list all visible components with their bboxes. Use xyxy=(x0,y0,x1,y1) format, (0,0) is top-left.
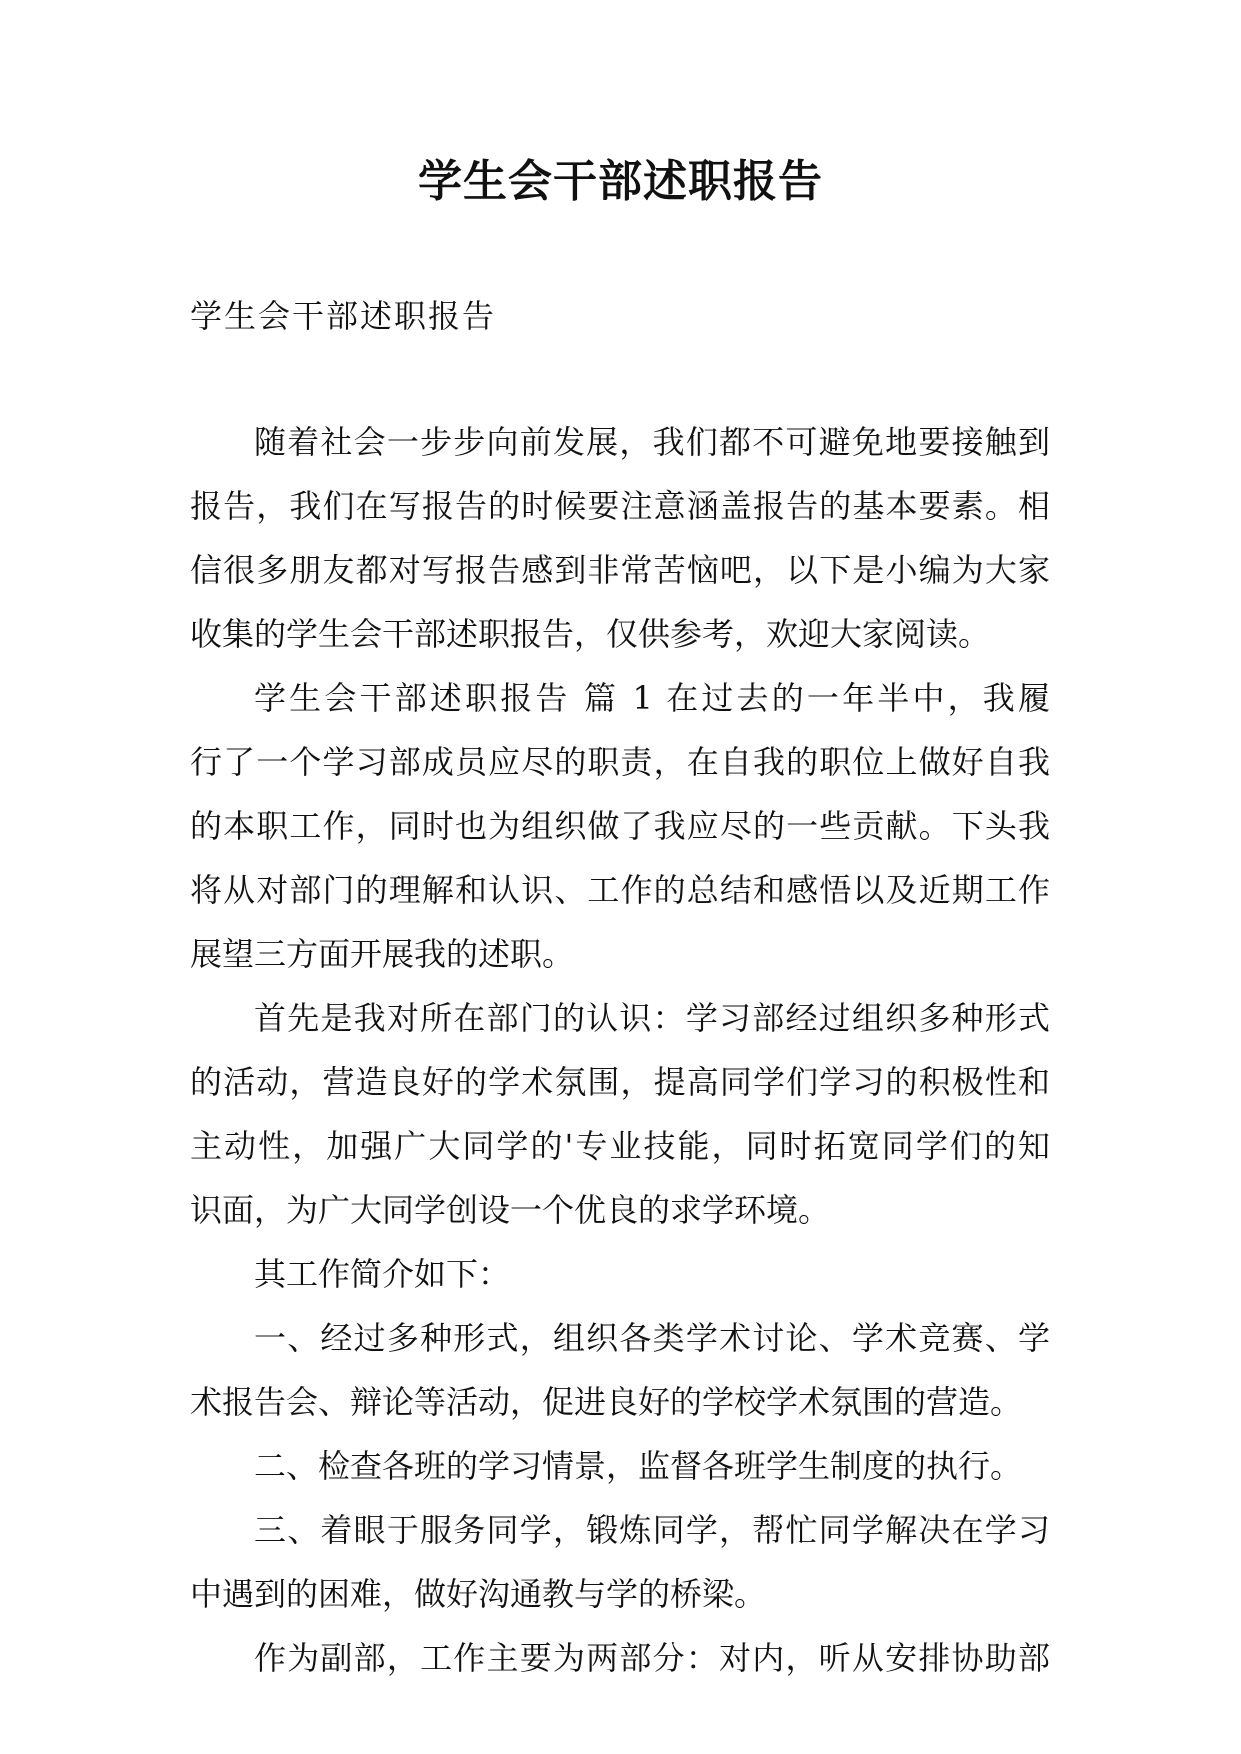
document-title: 学生会干部述职报告 xyxy=(418,156,823,207)
body-line: 主动性，加强广大同学的'专业技能，同时拓宽同学们的知 xyxy=(190,1127,1050,1165)
document-body xyxy=(190,410,1050,1690)
body-line: 随着社会一步步向前发展，我们都不可避免地要接触到 xyxy=(254,423,1050,461)
body-line: 作为副部，工作主要为两部分：对内，听从安排协助部 xyxy=(254,1639,1050,1677)
body-line: 的活动，营造良好的学术氛围，提高同学们学习的积极性和 xyxy=(190,1063,1050,1101)
body-line: 二、检查各班的学习情景，监督各班学生制度的执行。 xyxy=(254,1447,1023,1485)
body-line: 首先是我对所在部门的认识：学习部经过组织多种形式 xyxy=(254,999,1050,1037)
document-subtitle: 学生会干部述职报告 xyxy=(190,297,497,335)
body-line: 收集的学生会干部述职报告，仅供参考，欢迎大家阅读。 xyxy=(190,615,991,653)
body-line: 三、着眼于服务同学，锻炼同学，帮忙同学解决在学习 xyxy=(254,1511,1050,1549)
body-line: 信很多朋友都对写报告感到非常苦恼吧，以下是小编为大家 xyxy=(190,551,1050,589)
body-line: 术报告会、辩论等活动，促进良好的学校学术氛围的营造。 xyxy=(190,1383,1023,1421)
body-line: 中遇到的困难，做好沟通教与学的桥梁。 xyxy=(190,1575,767,1613)
body-line: 其工作简介如下： xyxy=(254,1255,511,1293)
body-line: 识面，为广大同学创设一个优良的求学环境。 xyxy=(190,1191,831,1229)
body-line: 将从对部门的理解和认识、工作的总结和感悟以及近期工作 xyxy=(190,871,1050,909)
body-line: 行了一个学习部成员应尽的职责，在自我的职位上做好自我 xyxy=(190,743,1050,781)
body-line: 一、经过多种形式，组织各类学术讨论、学术竞赛、学 xyxy=(254,1319,1050,1357)
body-line: 报告，我们在写报告的时候要注意涵盖报告的基本要素。相 xyxy=(190,487,1050,525)
body-line: 的本职工作，同时也为组织做了我应尽的一些贡献。下头我 xyxy=(190,807,1050,845)
body-line: 展望三方面开展我的述职。 xyxy=(190,935,575,973)
body-line: 学生会干部述职报告 篇 1 在过去的一年半中，我履 xyxy=(254,679,1050,717)
